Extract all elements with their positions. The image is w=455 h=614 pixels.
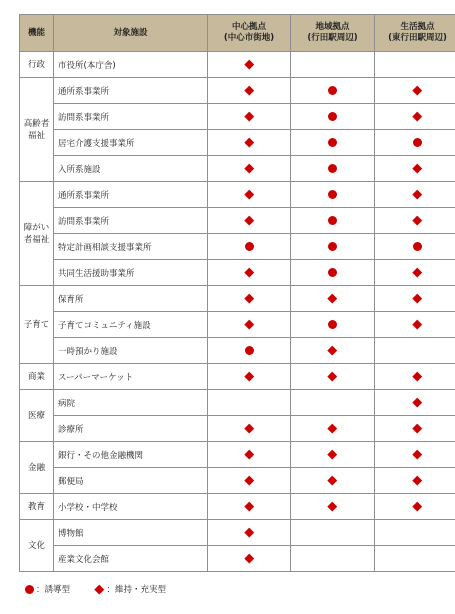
- circle-icon: [245, 346, 254, 355]
- regional-hub-cell: [291, 312, 375, 338]
- regional-hub-cell: [291, 208, 375, 234]
- regional-hub-cell: [291, 52, 375, 78]
- header-center-title: 中心拠点: [231, 22, 266, 32]
- living-hub-cell: [375, 312, 455, 338]
- living-hub-cell: [375, 468, 455, 494]
- diamond-icon: [244, 215, 253, 224]
- center-hub-cell: [208, 494, 291, 520]
- facility-cell: スーパーマーケット: [54, 364, 208, 390]
- center-hub-cell: [208, 260, 291, 286]
- diamond-icon: [413, 371, 422, 380]
- category-cell: 高齢者福祉: [20, 78, 54, 182]
- diamond-icon: [328, 423, 337, 432]
- table-row: [20, 312, 455, 338]
- facility-cell: 特定計画相談支援事業所: [54, 234, 208, 260]
- circle-icon: [328, 268, 337, 277]
- living-hub-cell: [375, 260, 455, 286]
- living-hub-cell: [375, 52, 455, 78]
- regional-hub-cell: [291, 156, 375, 182]
- living-hub-cell: [375, 156, 455, 182]
- table-row: [20, 520, 455, 546]
- table-row: [20, 416, 455, 442]
- center-hub-cell: [208, 208, 291, 234]
- circle-icon: [328, 320, 337, 329]
- header-center-hub: [208, 15, 291, 52]
- header-living-hub: [375, 15, 455, 52]
- header-center-sub: (中心市街地): [223, 33, 275, 43]
- diamond-icon: [244, 449, 253, 458]
- circle-icon: [328, 138, 337, 147]
- facility-cell: 市役所(本庁舎): [54, 52, 208, 78]
- living-hub-cell: [375, 182, 455, 208]
- diamond-icon: [413, 449, 422, 458]
- table-row: [20, 52, 455, 78]
- facility-table: [19, 14, 455, 572]
- diamond-icon: [244, 371, 253, 380]
- center-hub-cell: [208, 130, 291, 156]
- regional-hub-cell: [291, 234, 375, 260]
- diamond-icon: [244, 319, 253, 328]
- circle-icon: [328, 216, 337, 225]
- circle-icon: [245, 242, 254, 251]
- regional-hub-cell: [291, 520, 375, 546]
- regional-hub-cell: [291, 182, 375, 208]
- circle-icon: [328, 190, 337, 199]
- facility-cell: 病院: [54, 390, 208, 416]
- header-regional-sub: (行田駅周辺): [307, 33, 358, 43]
- diamond-icon: [328, 293, 337, 302]
- table-row: [20, 234, 455, 260]
- table-row: [20, 390, 455, 416]
- table-row: [20, 442, 455, 468]
- legend-diamond-label: ：維持・充実型: [106, 585, 167, 595]
- facility-cell: 小学校・中学校: [54, 494, 208, 520]
- circle-icon: [328, 164, 337, 173]
- diamond-icon: [413, 111, 422, 120]
- regional-hub-cell: [291, 390, 375, 416]
- diamond-icon: [244, 163, 253, 172]
- circle-icon: [413, 242, 422, 251]
- regional-hub-cell: [291, 494, 375, 520]
- table-row: [20, 286, 455, 312]
- facility-cell: 郵便局: [54, 468, 208, 494]
- legend: [25, 583, 166, 595]
- center-hub-cell: [208, 104, 291, 130]
- diamond-icon: [413, 397, 422, 406]
- header-regional-title: 地域拠点: [315, 22, 350, 32]
- diamond-icon: [244, 553, 253, 562]
- center-hub-cell: [208, 52, 291, 78]
- diamond-icon: [244, 293, 253, 302]
- facility-cell: 産業文化会館: [54, 546, 208, 572]
- table-row: [20, 182, 455, 208]
- facility-table-container: [19, 14, 455, 572]
- category-cell: 商業: [20, 364, 54, 390]
- diamond-icon: [328, 371, 337, 380]
- table-row: [20, 364, 455, 390]
- category-cell: 子育て: [20, 286, 54, 364]
- diamond-icon: [95, 584, 104, 593]
- center-hub-cell: [208, 234, 291, 260]
- regional-hub-cell: [291, 338, 375, 364]
- regional-hub-cell: [291, 546, 375, 572]
- living-hub-cell: [375, 104, 455, 130]
- facility-cell: 共同生活援助事業所: [54, 260, 208, 286]
- facility-cell: 通所系事業所: [54, 182, 208, 208]
- living-hub-cell: [375, 234, 455, 260]
- category-cell: 障がい者福祉: [20, 182, 54, 286]
- diamond-icon: [244, 527, 253, 536]
- category-cell: 教育: [20, 494, 54, 520]
- diamond-icon: [413, 189, 422, 198]
- living-hub-cell: [375, 520, 455, 546]
- diamond-icon: [413, 475, 422, 484]
- center-hub-cell: [208, 520, 291, 546]
- center-hub-cell: [208, 286, 291, 312]
- living-hub-cell: [375, 286, 455, 312]
- diamond-icon: [328, 345, 337, 354]
- circle-icon: [25, 585, 34, 594]
- diamond-icon: [244, 59, 253, 68]
- table-row: [20, 494, 455, 520]
- category-cell: 文化: [20, 520, 54, 572]
- living-hub-cell: [375, 78, 455, 104]
- center-hub-cell: [208, 416, 291, 442]
- diamond-icon: [413, 423, 422, 432]
- diamond-icon: [244, 423, 253, 432]
- circle-icon: [413, 138, 422, 147]
- facility-cell: 訪問系事業所: [54, 208, 208, 234]
- regional-hub-cell: [291, 104, 375, 130]
- category-cell: 金融: [20, 442, 54, 494]
- facility-cell: 子育てコミュニティ施設: [54, 312, 208, 338]
- table-row: [20, 468, 455, 494]
- living-hub-cell: [375, 494, 455, 520]
- regional-hub-cell: [291, 442, 375, 468]
- center-hub-cell: [208, 338, 291, 364]
- center-hub-cell: [208, 390, 291, 416]
- living-hub-cell: [375, 546, 455, 572]
- diamond-icon: [244, 137, 253, 146]
- regional-hub-cell: [291, 260, 375, 286]
- living-hub-cell: [375, 442, 455, 468]
- diamond-icon: [413, 215, 422, 224]
- center-hub-cell: [208, 546, 291, 572]
- table-row: [20, 78, 455, 104]
- facility-cell: 居宅介護支援事業所: [54, 130, 208, 156]
- table-row: [20, 130, 455, 156]
- header-living-title: 生活拠点: [400, 22, 435, 32]
- center-hub-cell: [208, 364, 291, 390]
- category-cell: 医療: [20, 390, 54, 442]
- diamond-icon: [328, 475, 337, 484]
- table-row: [20, 260, 455, 286]
- living-hub-cell: [375, 130, 455, 156]
- table-row: [20, 156, 455, 182]
- center-hub-cell: [208, 182, 291, 208]
- living-hub-cell: [375, 416, 455, 442]
- center-hub-cell: [208, 442, 291, 468]
- diamond-icon: [413, 293, 422, 302]
- regional-hub-cell: [291, 416, 375, 442]
- diamond-icon: [413, 319, 422, 328]
- header-function: 機能: [20, 15, 54, 52]
- diamond-icon: [244, 85, 253, 94]
- facility-cell: 訪問系事業所: [54, 104, 208, 130]
- center-hub-cell: [208, 312, 291, 338]
- living-hub-cell: [375, 364, 455, 390]
- diamond-icon: [413, 267, 422, 276]
- legend-circle-label: ：誘導型: [36, 585, 71, 595]
- living-hub-cell: [375, 208, 455, 234]
- regional-hub-cell: [291, 78, 375, 104]
- center-hub-cell: [208, 156, 291, 182]
- diamond-icon: [244, 189, 253, 198]
- header-regional-hub: [291, 15, 375, 52]
- table-header-row: [20, 15, 455, 52]
- circle-icon: [328, 86, 337, 95]
- diamond-icon: [244, 111, 253, 120]
- table-row: [20, 546, 455, 572]
- diamond-icon: [328, 449, 337, 458]
- table-row: [20, 338, 455, 364]
- category-cell: 行政: [20, 52, 54, 78]
- regional-hub-cell: [291, 468, 375, 494]
- regional-hub-cell: [291, 130, 375, 156]
- facility-cell: 通所系事業所: [54, 78, 208, 104]
- living-hub-cell: [375, 390, 455, 416]
- diamond-icon: [244, 501, 253, 510]
- facility-cell: 入所系施設: [54, 156, 208, 182]
- regional-hub-cell: [291, 364, 375, 390]
- circle-icon: [328, 242, 337, 251]
- center-hub-cell: [208, 78, 291, 104]
- table-row: [20, 208, 455, 234]
- diamond-icon: [413, 163, 422, 172]
- diamond-icon: [413, 85, 422, 94]
- center-hub-cell: [208, 468, 291, 494]
- living-hub-cell: [375, 338, 455, 364]
- circle-icon: [328, 112, 337, 121]
- table-row: [20, 104, 455, 130]
- facility-cell: 銀行・その他金融機関: [54, 442, 208, 468]
- facility-cell: 一時預かり施設: [54, 338, 208, 364]
- header-facility: 対象施設: [54, 15, 208, 52]
- diamond-icon: [413, 501, 422, 510]
- table-body: [20, 52, 455, 572]
- facility-cell: 診療所: [54, 416, 208, 442]
- facility-cell: 博物館: [54, 520, 208, 546]
- diamond-icon: [328, 501, 337, 510]
- facility-cell: 保育所: [54, 286, 208, 312]
- header-living-sub: (東行田駅周辺): [388, 33, 447, 43]
- diamond-icon: [244, 267, 253, 276]
- regional-hub-cell: [291, 286, 375, 312]
- diamond-icon: [244, 475, 253, 484]
